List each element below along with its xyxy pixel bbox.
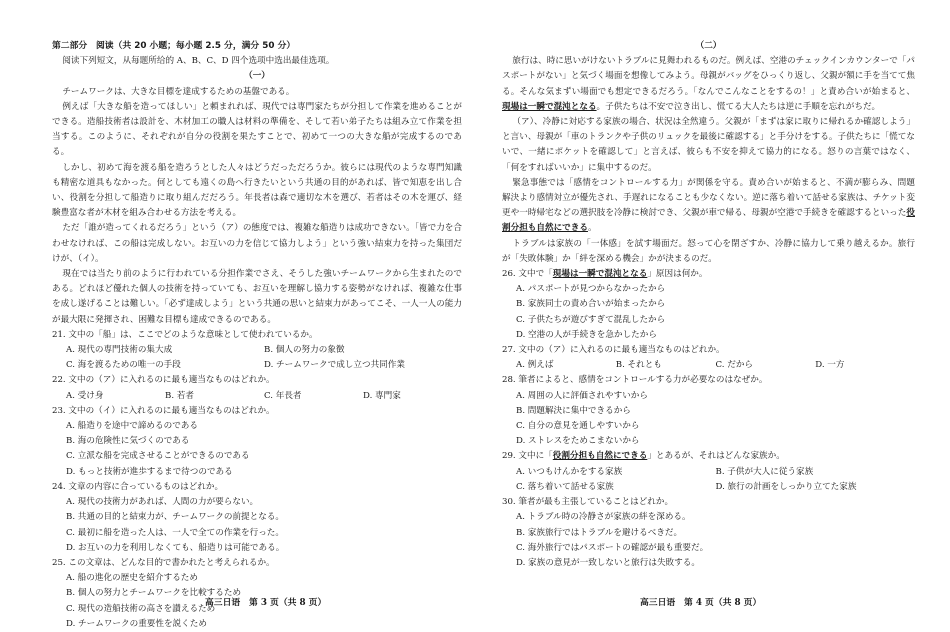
option-d: D. 空港の人が手続きを急かしたから bbox=[516, 329, 657, 340]
options-row bbox=[66, 389, 462, 404]
question-stem: 24. 文章の内容に合っているものはどれか。 bbox=[52, 481, 224, 492]
option-b: B. 個人の努力とチームワークを比較するため bbox=[66, 588, 242, 599]
question-stem: 22. 文中の（ア）に入れるのに最も適当なものはどれか。 bbox=[52, 375, 275, 386]
passage-2-paragraph-1 bbox=[502, 54, 915, 115]
passage-1-paragraph: チームワークは、大きな目標を達成するための基盤である。 bbox=[62, 86, 295, 97]
option-b: B. 家族旅行ではトラブルを避けるべきだ。 bbox=[516, 527, 683, 538]
text-run: 旅行は、時に思いがけないトラブルに見舞われるものだ。例えば、空港のチェックインカウンターで「パスポートがない」と気づく場面を想像してみよう。母親がバッグをひっくり返し、父親が額に手を当てて焦る。そんな気まずい場面でも想定できるだろう。「なんでこんなことをするの！」と責め合いが始まると、 bbox=[502, 56, 915, 97]
passage-1-marker: （一） bbox=[244, 71, 270, 82]
question-stem: 23. 文中の（イ）に入れるのに最も適当なものはどれか。 bbox=[52, 405, 275, 416]
option-a: A. パスポートが見つからなかったから bbox=[516, 284, 666, 295]
option-d: D. 家族の意見が一致しないと旅行は失敗する。 bbox=[516, 557, 700, 568]
option-c: C. 子供たちが遊びすぎて混乱したから bbox=[516, 314, 666, 325]
passage-1-paragraph: ただ「誰が造ってくれるだろう」という（ア）の態度では、複雑な船造りは成功できない。「皆で力を合わせなければ、この船は完成しない。お互いの力を信じて協力しよう」という強い結束力を持った集団だけが、（イ）。 bbox=[52, 223, 462, 264]
text-run: 緊急事態では「感情をコントロールする力」が関係を守る。責め合いが始まると、不満が膨らみ、問題解決より感情対立が優先され、手遅れになることも少なくない。逆に落ち着いて話せる家族は、チケット変更や一時帰宅などの選択肢を冷静に検討でき、父親が車で帰る、母親が空港で手続きを確認するといった bbox=[502, 177, 915, 219]
questions-26-30 bbox=[502, 267, 915, 571]
option-c: C. 現代の造船技術の高さを讃えるため bbox=[66, 603, 216, 614]
question-stem bbox=[502, 495, 915, 510]
page-4-column bbox=[502, 39, 915, 571]
option-c: C. 最初に船を造った人は、一人で全ての作業を行った。 bbox=[66, 527, 284, 538]
text-run: 。 bbox=[587, 223, 597, 234]
page-footer-right: 高三日语 第 4 页（共 8 页） bbox=[640, 598, 762, 608]
section-header: 第二部分 阅读（共 20 小题；每小题 2.5 分，满分 50 分） bbox=[52, 41, 296, 51]
option-c: C. 落ち着いて話せる家族 bbox=[516, 481, 614, 492]
option-b: B. 個人の努力の象徴 bbox=[264, 345, 345, 356]
passage-1-paragraph: 現在では当たり前のように行われている分担作業でさえ、そうした強いチームワークから生まれたのである。どれほど優れた個人の技術を持っていても、お互いを理解し協力する姿勢がなければ、複雑な仕事を成し遂げることは難しい。「必ず達成しよう」という共通の思いと結束力があってこそ、一人一人の能力が最大限に発揮され、困難な目標も達成できるのである。 bbox=[52, 269, 462, 325]
section-instruction: 阅读下列短文，从每题所给的 A、B、C、D 四个选项中选出最佳选项。 bbox=[62, 56, 335, 67]
option-d: D. もっと技術が進歩するまで待つのである bbox=[66, 466, 233, 477]
underlined-phrase: 現場は一瞬で混沌となる bbox=[502, 101, 597, 112]
option-a: A. いつもけんかをする家族 bbox=[516, 466, 623, 477]
stem-text: 26. 文中で「 bbox=[502, 269, 553, 280]
stem-text: 27. 文中の（ア）に入れるのに最も適当なものはどれか。 bbox=[502, 345, 725, 356]
option-d: D. お互いの力を利用しなくても、船造りは可能である。 bbox=[66, 542, 285, 553]
questions-21-25 bbox=[52, 328, 462, 632]
stem-text: 」とあるが、それはどんな家族か。 bbox=[647, 451, 785, 462]
stem-text: 28. 筆者によると、感情をコントロールする力が必要なのはなぜか。 bbox=[502, 375, 768, 386]
option-a: A. 船造りを途中で諦めるのである bbox=[66, 421, 198, 432]
question-stem bbox=[502, 449, 915, 464]
stem-text: 」原因は何か。 bbox=[647, 269, 708, 280]
options-grid bbox=[66, 343, 462, 373]
options-row bbox=[516, 358, 915, 373]
question-stem bbox=[502, 373, 915, 388]
option-a: A. 例えば bbox=[516, 360, 554, 371]
passage-1-body bbox=[52, 85, 462, 328]
option-b: B. 子供が大人に従う家族 bbox=[715, 466, 814, 477]
option-a: A. 周囲の人に評価されやすいから bbox=[516, 390, 648, 401]
option-d: D. 旅行の計画をしっかり立てた家族 bbox=[715, 481, 857, 492]
option-d: D. 一方 bbox=[815, 360, 845, 371]
passage-2-marker: （二） bbox=[695, 41, 722, 51]
passage-1-paragraph: しかし、初めて海を渡る船を造ろうとした人々はどうだっただろうか。彼らには現代のような専門知識も精密な道具もなかった。何としても遠くの島へ行きたいという共通の目的があれば、皆で知恵を出し合い、役割を分担して船造りに取り組んだだろう。年長者は森で適切な木を選び、若者はその木を運び、経験豊富な者が木材を組み合わせる方法を考える。 bbox=[52, 162, 462, 219]
passage-2-paragraph-3 bbox=[502, 176, 915, 237]
option-d: D. ストレスをためこまないから bbox=[516, 436, 640, 447]
option-d: D. チームワークの重要性を説くため bbox=[66, 618, 207, 629]
underlined-phrase: 役割分担も自然にできる bbox=[502, 208, 915, 234]
page-3-column bbox=[52, 39, 462, 632]
option-a: A. 現代の技術力があれば、人間の力が要らない。 bbox=[66, 497, 259, 508]
options-grid bbox=[516, 465, 915, 495]
option-c: C. 立派な船を完成させることができるのである bbox=[66, 451, 250, 462]
option-b: B. 若者 bbox=[165, 390, 194, 401]
passage-2-paragraph-4: トラブルは家族の「一体感」を試す場面だ。怒って心を閉ざすか、冷静に協力して乗り越えるか。旅行が「失敗体験」か「絆を深める機会」かが決まるのだ。 bbox=[502, 238, 915, 264]
stem-text: 29. 文中に「 bbox=[502, 451, 553, 462]
option-a: A. 船の進化の歴史を紹介するため bbox=[66, 573, 198, 584]
option-d: D. チームワークで成し立つ共同作業 bbox=[264, 360, 405, 371]
question-stem: 21. 文中の「船」は、ここでどのような意味として使われているか。 bbox=[52, 329, 318, 340]
text-run: 。子供たちは不安で泣き出し、慌てる大人たちは逆に手順を忘れがちだ。 bbox=[596, 101, 881, 112]
option-b: B. 家族同士の責め合いが始まったから bbox=[516, 299, 666, 310]
option-a: A. トラブル時の冷静さが家族の絆を深める。 bbox=[516, 512, 691, 523]
question-stem: 25. この文章は、どんな目的で書かれたと考えられるか。 bbox=[52, 557, 275, 568]
option-b: B. それとも bbox=[615, 360, 662, 371]
option-c: C. だから bbox=[715, 360, 754, 371]
question-stem bbox=[502, 267, 915, 282]
option-d: D. 専門家 bbox=[363, 390, 401, 401]
option-a: A. 現代の専門技術の集大成 bbox=[66, 345, 173, 356]
option-b: B. 問題解決に集中できるから bbox=[516, 405, 631, 416]
page-footer-left: 高三日语 第 3 页（共 8 页） bbox=[205, 598, 327, 608]
option-a: A. 受け身 bbox=[66, 390, 104, 401]
option-c: C. 海外旅行ではパスポートの確認が最も重要だ。 bbox=[516, 542, 709, 553]
option-c: C. 海を渡るための唯一の手段 bbox=[66, 360, 181, 371]
passage-2-paragraph-2: （ア）、冷静に対応する家族の場合、状況は全然違う。父親が「まずは家に取りに帰れるか確認しよう」と言い、母親が「車のトランクや子供のリュックを最後に確認する」と手分けをする。子供たちに「慌てないで、一緒にポケットを確認して」と言えば、彼らも不安を抑えて協力的になる。怒りの言葉ではなく、「何をすればいいか」に集中するのだ。 bbox=[502, 117, 915, 173]
option-c: C. 自分の意見を通しやすいから bbox=[516, 421, 640, 432]
stem-text: 30. 筆者が最も主張していることはどれか。 bbox=[502, 497, 674, 508]
option-b: B. 共通の目的と結束力が、チームワークの前提となる。 bbox=[66, 512, 285, 523]
option-c: C. 年長者 bbox=[264, 390, 302, 401]
underlined-phrase: 現場は一瞬で混沌となる bbox=[552, 269, 648, 280]
passage-1-paragraph: 例えば「大きな船を造ってほしい」と頼まれれば、現代では専門家たちが分担して作業を進めることができる。造船技術者は設計を、木材加工の職人は材料の準備を、そして若い弟子たちは組み立て作業を担当する。このように、それぞれが自分の役割を果たすことで、初めて一つの大きな船が完成するのである。 bbox=[52, 101, 462, 158]
underlined-phrase: 役割分担も自然にできる bbox=[552, 451, 648, 462]
question-stem bbox=[502, 343, 915, 358]
option-b: B. 海の危険性に気づくのである bbox=[66, 436, 190, 447]
